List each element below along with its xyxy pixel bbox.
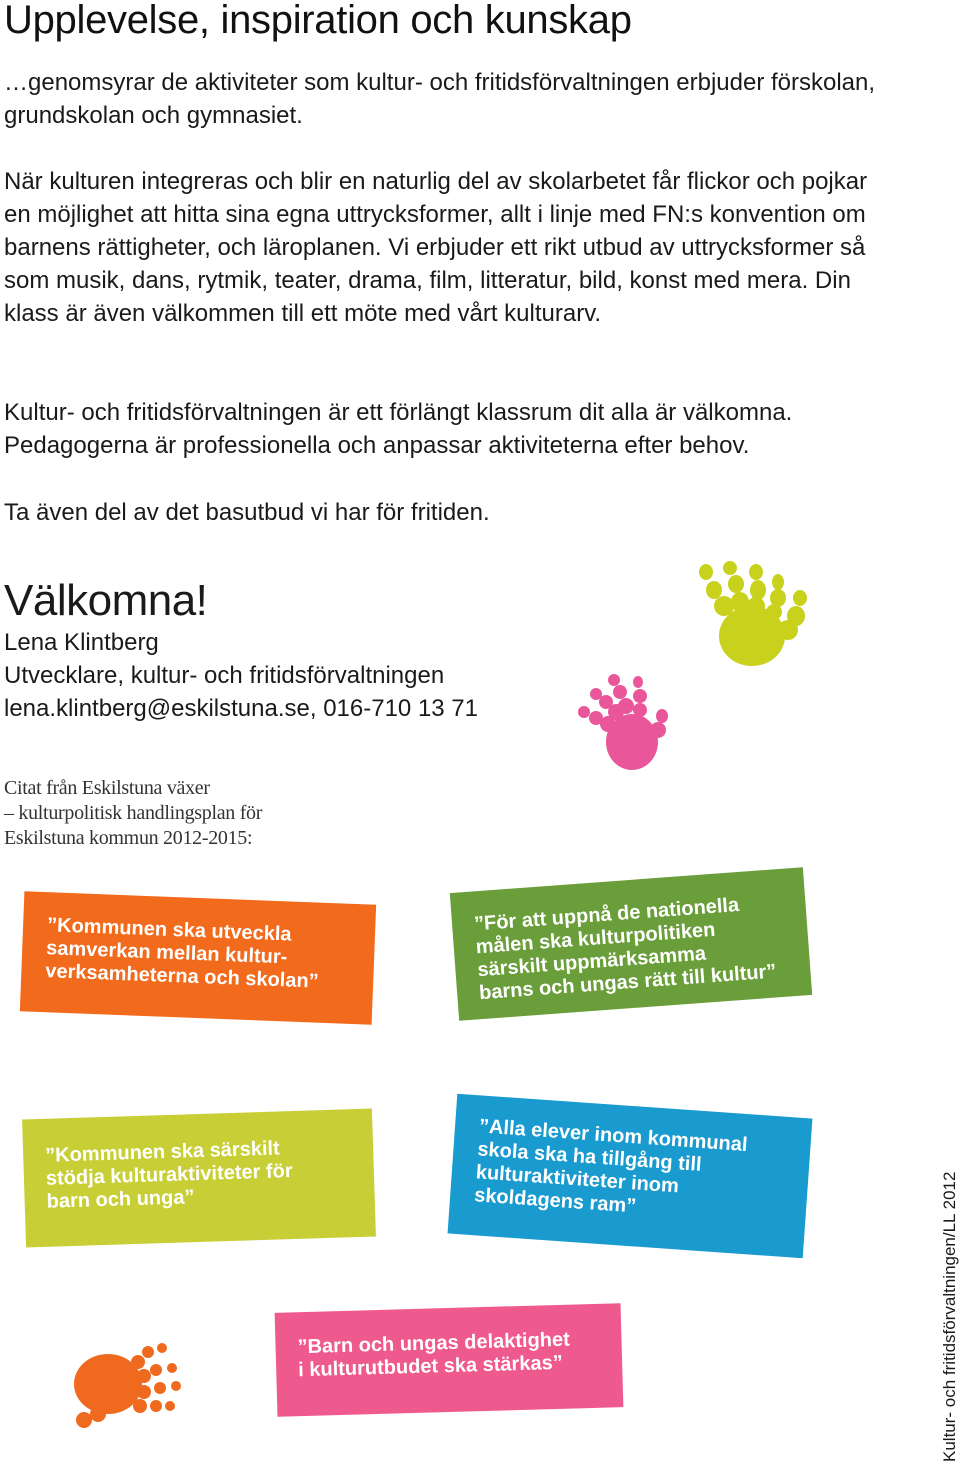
contact-role: Utvecklare, kultur- och fritidsförvaltningen — [4, 662, 445, 689]
page-title: Upplevelse, inspiration och kunskap — [4, 0, 632, 42]
quote-box-pink — [275, 1303, 624, 1417]
integration-paragraph: När kulturen integreras och blir en naturlig del av skolarbetet får flickor och pojkar en möjlighet att hitta sina egna uttrycksformer, allt i linje med FN:s konvention om barnens rättigheter, och läroplanen. Vi erbjuder ett rikt utbud av uttrycksformer så som musik, dans, rytmik, teater, drama, film, litteratur, bild, konst med mera. Din klass är även välkommen till ett möte med vårt kulturarv. — [4, 168, 868, 327]
quote-text: ”Barn och ungas delaktighet i kulturutbudet ska stärkas” — [297, 1328, 571, 1382]
orange-hand-print-icon — [64, 1334, 188, 1434]
classroom-paragraph: Kultur- och fritidsförvaltningen är ett förlängt klassrum dit alla är välkomna. Pedagogerna är professionella och anpassar aktiviteterna efter behov. — [4, 399, 793, 459]
side-footer-text: Kultur- och fritidsförvaltningen/LL 2012 — [940, 1171, 959, 1462]
citation-line: Citat från Eskilstuna växer — [4, 777, 210, 799]
quote-text: ”För att uppnå de nationella målen ska kulturpolitiken särskilt uppmärksamma barns och ungas rätt till kultur” — [473, 894, 778, 1005]
contact-name: Lena Klintberg — [4, 629, 159, 656]
quote-text: ”Kommunen ska särskilt stödja kulturaktiviteter för barn och unga” — [44, 1137, 293, 1213]
quote-box-blue — [448, 1094, 813, 1258]
citation-line: Eskilstuna kommun 2012-2015: — [4, 827, 253, 849]
contact-email-phone: lena.klintberg@eskilstuna.se, 016-710 13 71 — [4, 695, 478, 722]
pink-hand-print-icon — [574, 672, 674, 776]
quote-text: ”Alla elever inom kommunal skola ska ha tillgång till kulturaktiviteter inom skoldagens ram” — [473, 1115, 749, 1218]
lime-hand-print-icon — [692, 560, 814, 676]
quote-box-lime — [22, 1109, 376, 1248]
welcome-heading: Välkomna! — [4, 576, 208, 625]
quote-box-green — [450, 867, 812, 1021]
citation-source — [4, 776, 262, 851]
leisure-paragraph: Ta även del av det basutbud vi har för fritiden. — [4, 499, 490, 526]
citation-line: – kulturpolitisk handlingsplan för — [4, 802, 263, 824]
intro-paragraph: …genomsyrar de aktiviteter som kultur- och fritidsförvaltningen erbjuder förskolan, grundskolan och gymnasiet. — [4, 69, 876, 129]
quote-box-orange — [20, 891, 376, 1024]
quote-text: ”Kommunen ska utveckla samverkan mellan kultur- verksamheterna och skolan” — [44, 914, 320, 993]
contact-block — [4, 626, 478, 725]
